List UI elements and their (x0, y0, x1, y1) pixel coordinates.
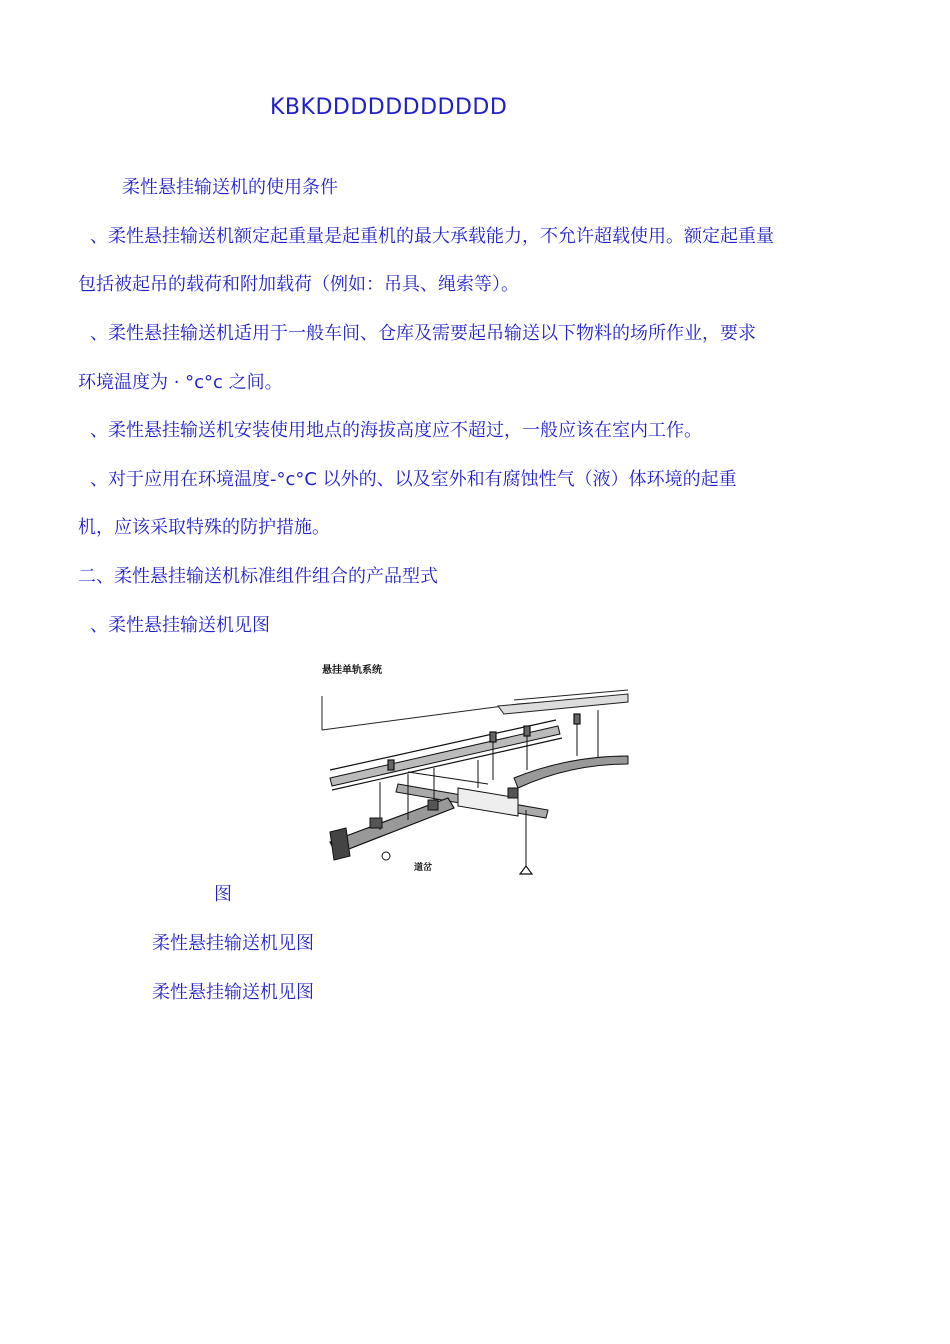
figure-bottom-label: 道岔 (414, 863, 433, 873)
figure-top-label: 悬挂单轨系统 (322, 665, 382, 676)
paragraph-line: 、柔性悬挂输送机安装使用地点的海拔高度应不超过，一般应该在室内工作。 (90, 420, 702, 441)
section-1-heading: 柔性悬挂输送机的使用条件 (122, 177, 338, 198)
reference-line: 柔性悬挂输送机见图 (152, 933, 314, 954)
section-2-item: 、柔性悬挂输送机见图 (90, 615, 270, 636)
paragraph-line: 、柔性悬挂输送机适用于一般车间、仓库及需要起吊输送以下物料的场所作业，要求 (90, 323, 756, 344)
reference-line: 柔性悬挂输送机见图 (152, 982, 314, 1003)
overhead-monorail-figure (318, 660, 632, 882)
paragraph-line: 环境温度为 · °c°c 之间。 (78, 372, 283, 393)
section-2-heading: 二、柔性悬挂输送机标准组件组合的产品型式 (78, 566, 438, 587)
figure-caption: 图 (214, 884, 232, 905)
paragraph-line: 机，应该采取特殊的防护措施。 (78, 517, 330, 538)
document-title: KBKDDDDDDDDDDD (270, 95, 508, 120)
paragraph-line: 、柔性悬挂输送机额定起重量是起重机的最大承载能力，不允许超载使用。额定起重量 (90, 226, 774, 247)
paragraph-line: 、对于应用在环境温度-°c°C 以外的、以及室外和有腐蚀性气（液）体环境的起重 (90, 469, 737, 490)
paragraph-line: 包括被起吊的载荷和附加载荷（例如：吊具、绳索等）。 (78, 274, 519, 295)
